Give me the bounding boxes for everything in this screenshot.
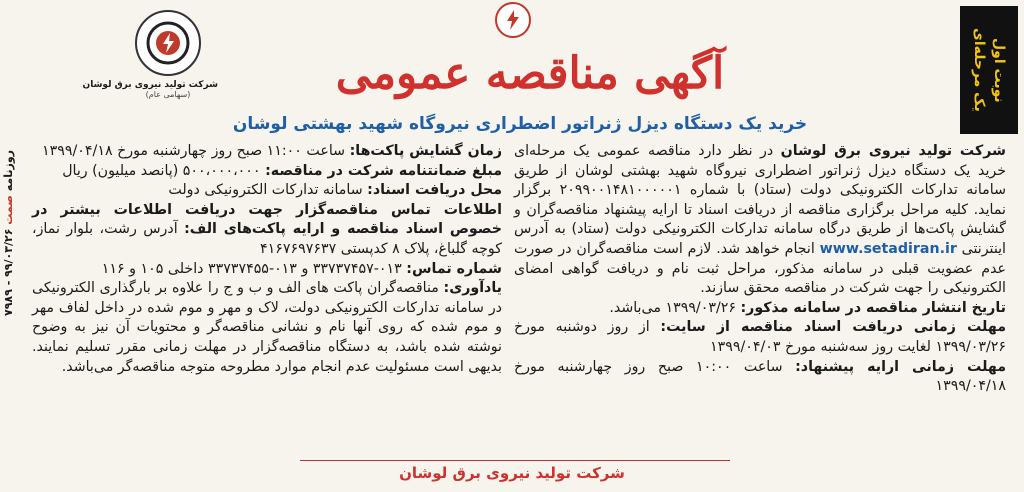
docs-location-label: محل دریافت اسناد: <box>367 182 502 199</box>
publish-date-row <box>514 299 1006 319</box>
page-title: آگهی مناقصه عمومی <box>335 48 725 99</box>
footer-company: شرکت تولید نیروی برق لوشان <box>399 464 625 482</box>
offer-deadline-row <box>514 358 1006 397</box>
offer-deadline-value: ساعت ۱۰:۰۰ صبح روز چهارشنبه مورخ ۱۳۹۹/۰۴/۱۸ <box>514 358 1006 395</box>
strip-issue-date: ۹۹/۰۳/۲۶ - ۷۹۸۹ <box>2 228 15 317</box>
logo-company-type: (سهامی عام) <box>145 90 191 99</box>
phone-label: شماره تماس: <box>406 260 502 277</box>
opening-row <box>32 142 502 162</box>
phone-row <box>32 260 502 280</box>
company-logo <box>82 10 218 120</box>
contact-value: آدرس رشت، بلوار نماز، کوچه گلباغ، پلاک ۸ کدپستی ۴۱۶۷۶۹۷۶۳۷ <box>32 221 502 257</box>
phone-value: ۰۱۳-۳۳۷۳۷۴۵۷ و ۰۱۳-۳۳۷۳۷۴۵۵ داخلی ۱۰۵ و ۱۱۶ <box>101 260 402 277</box>
publish-date-value: ۱۳۹۹/۰۳/۲۶ می‌باشد. <box>609 299 736 316</box>
footer-divider <box>300 460 730 461</box>
setad-url-link[interactable]: www.setadiran.ir <box>819 240 957 257</box>
guarantee-value: ۵۰۰،۰۰۰،۰۰۰ (پانصد میلیون) ریال <box>62 162 261 179</box>
strip-prefix: روزنامه <box>2 150 15 192</box>
edition-tab <box>960 6 1018 134</box>
docs-location-row <box>32 181 502 201</box>
guarantee-row <box>32 162 502 182</box>
opening-value: ساعت ۱۱:۰۰ صبح روز چهارشنبه مورخ ۱۳۹۹/۰۴/۱۸ <box>42 143 346 159</box>
contact-row <box>32 201 502 260</box>
publish-date-label: تاریخ انتشار مناقصه در سامانه مذکور: <box>740 299 1006 316</box>
left-column <box>32 142 502 377</box>
right-column <box>514 142 1006 397</box>
top-emblem-icon <box>495 2 531 38</box>
docs-deadline-label: مهلت زمانی دریافت اسناد مناقصه از سایت: <box>660 319 1006 336</box>
note-row <box>32 279 502 377</box>
company-name: شرکت تولید نیروی برق لوشان <box>780 143 1006 159</box>
intro-paragraph <box>514 142 1006 299</box>
strip-paper-name: صمت <box>2 195 15 225</box>
logo-company-name: شرکت تولید نیروی برق لوشان <box>82 80 218 90</box>
note-value: مناقصه‌گران پاکت های الف و ب و ج را علاوه بر بارگذاری الکترونیکی در سامانه تدارکات الکترونیکی دولت، لاک و مهر و موم شده در داخل لفاف مهر و موم شده که روی آنها نام و نشانی مناقصه‌گر و محتویات آن نیز به وضوح نوشته شده باشد، به دستگاه مناقصه‌گزار در مهلت زمانی مقرر تسلیم نمایند. بدیهی است مسئولیت عدم انجام موارد مطروحه متوجه مناقصه‌گر می‌باشد. <box>32 280 502 375</box>
intro-text-2: انجام خواهد شد. لازم است مناقصه‌گران در صورت عدم عضویت قبلی در سامانه مذکور، مراحل ثبت نام و دریافت گواهی امضای الکترونیکی را جهت شرکت در مناقصه محقق سازند. <box>514 240 1006 297</box>
docs-location-value: سامانه تدارکات الکترونیکی دولت <box>168 182 363 199</box>
docs-deadline-row <box>514 318 1006 357</box>
note-label: یادآوری: <box>443 280 502 297</box>
contact-label: اطلاعات تماس مناقصه‌گزار جهت دریافت اطلاعات بیشتر در خصوص اسناد مناقصه و ارایه پاکت‌های الف: <box>32 201 502 238</box>
offer-deadline-label: مهلت زمانی ارایه پیشنهاد: <box>795 358 1007 375</box>
page-subtitle: خرید یک دستگاه دیزل ژنراتور اضطراری نیروگاه شهید بهشتی لوشان <box>232 114 808 134</box>
intro-text: در نظر دارد مناقصه عمومی یک مرحله‌ای خرید یک دستگاه دیزل ژنراتور اضطراری نیروگاه شهید بهشتی لوشان از طریق سامانه تدارکات الکترونیکی دولت (ستاد) با شماره ۲۰۹۹۰۰۱۴۸۱۰۰۰۰۰۱ برگزار نماید. کلیه مراحل برگزاری مناقصه از دریافت اسناد تا ارایه پیشنهاد مناقصه‌گران و گشایش پاکت‌ها از طریق درگاه سامانه تدارکات الکترونیکی دولت (ستاد) به آدرس اینترنتی <box>514 143 1006 257</box>
opening-label: زمان گشایش پاکت‌ها: <box>349 143 502 159</box>
newspaper-strip <box>0 150 24 410</box>
newspaper-strip-text <box>2 150 22 410</box>
tab-line1: نوبت اول <box>991 37 1007 103</box>
company-logo-icon <box>135 10 201 76</box>
docs-deadline-value: از روز دوشنبه مورخ ۱۳۹۹/۰۳/۲۶ لغایت روز سه‌شنبه مورخ ۱۳۹۹/۰۴/۰۳ <box>514 319 1006 355</box>
guarantee-label: مبلغ ضمانتنامه شرکت در مناقصه: <box>265 162 502 179</box>
tab-line2: یک مرحله‌ای <box>971 28 987 112</box>
